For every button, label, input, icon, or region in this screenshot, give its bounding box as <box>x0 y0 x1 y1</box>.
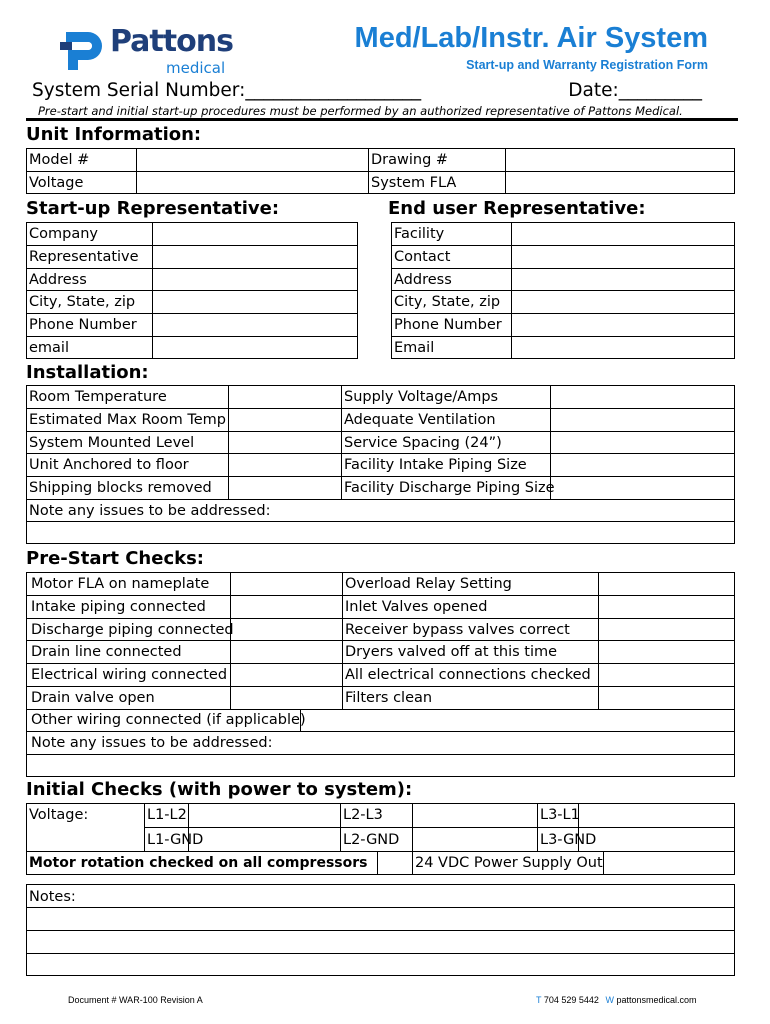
divider <box>144 803 145 851</box>
voltage-label: Voltage <box>29 175 84 191</box>
prestart-item-checkbox[interactable] <box>231 619 341 639</box>
phone-number: 704 529 5442 <box>543 995 599 1005</box>
installation-item-field[interactable] <box>229 432 340 452</box>
page-subtitle: Start-up and Warranty Registration Form <box>466 58 708 72</box>
enduser-rep-field[interactable] <box>512 291 734 311</box>
unit-info-heading: Unit Information: <box>26 124 202 145</box>
drawing-label: Drawing # <box>371 152 449 168</box>
prestart-item-checkbox[interactable] <box>599 687 734 707</box>
enduser-rep-label: Address <box>394 271 452 288</box>
prestart-item-checkbox[interactable] <box>231 596 341 616</box>
installation-note-label: Note any issues to be addressed: <box>29 503 271 519</box>
installation-item-label: Estimated Max Room Temp <box>29 411 226 428</box>
startup-rep-label: Representative <box>29 248 139 265</box>
pattons-logo-icon <box>58 26 108 76</box>
enduser-rep-label: City, State, zip <box>394 294 501 311</box>
prestart-note-field[interactable] <box>27 755 734 776</box>
vdc-label: 24 VDC Power Supply Out <box>415 855 603 871</box>
installation-item-field[interactable] <box>229 454 340 474</box>
model-label: Model # <box>29 152 90 168</box>
startup-rep-label: City, State, zip <box>29 294 136 311</box>
installation-item-label: Facility Discharge Piping Size <box>344 480 555 497</box>
startup-rep-label: Phone Number <box>29 317 137 334</box>
footer-contact <box>536 995 697 1005</box>
voltage-check-label: Voltage: <box>29 807 89 823</box>
prestart-item-checkbox[interactable] <box>231 664 341 684</box>
prestart-item-label: Electrical wiring connected <box>31 667 228 684</box>
page-title: Med/Lab/Instr. Air System <box>354 22 708 54</box>
l3-l1-label: L3-L1 <box>540 807 580 823</box>
prestart-item-label: Receiver bypass valves correct <box>345 621 570 638</box>
enduser-rep-field[interactable] <box>512 314 734 334</box>
installation-item-label: Room Temperature <box>29 389 167 405</box>
installation-item-label: Supply Voltage/Amps <box>344 389 499 405</box>
motor-rotation-label: Motor rotation checked on all compressors <box>29 855 368 871</box>
installation-item-label: Facility Intake Piping Size <box>344 457 527 474</box>
installation-item-label: Unit Anchored to floor <box>29 457 189 474</box>
brand-sub: medical <box>166 59 226 77</box>
web-prefix: W <box>605 995 614 1005</box>
installation-item-field[interactable] <box>551 432 734 452</box>
drawing-field[interactable] <box>506 149 734 170</box>
divider <box>537 803 538 851</box>
l1-gnd-field[interactable] <box>189 828 339 850</box>
l2-gnd-field[interactable] <box>413 828 536 850</box>
installation-item-field[interactable] <box>229 409 340 429</box>
l2-gnd-label: L2-GND <box>343 832 400 848</box>
date-label: Date:_________ <box>568 80 702 101</box>
notes-field[interactable] <box>27 908 734 975</box>
prestart-item-checkbox[interactable] <box>231 573 341 593</box>
prestart-item-checkbox[interactable] <box>599 619 734 639</box>
system-fla-label: System FLA <box>371 175 457 191</box>
prestart-item-checkbox[interactable] <box>599 641 734 661</box>
serial-number-label: System Serial Number:___________________ <box>32 80 422 101</box>
enduser-rep-field[interactable] <box>512 223 734 243</box>
prestart-item-label: Drain valve open <box>31 690 155 706</box>
prestart-item-checkbox[interactable] <box>599 596 734 616</box>
installation-item-field[interactable] <box>551 386 734 406</box>
startup-rep-field[interactable] <box>153 291 357 311</box>
installation-item-field[interactable] <box>551 409 734 429</box>
prestart-item-label: Dryers valved off at this time <box>345 644 558 661</box>
notes-label: Notes: <box>29 889 76 905</box>
l3-gnd-label: L3-GND <box>540 832 597 848</box>
enduser-rep-field[interactable] <box>512 269 734 289</box>
installation-note-field[interactable] <box>27 522 734 543</box>
installation-item-label: System Mounted Level <box>29 434 195 451</box>
enduser-rep-heading: End user Representative: <box>388 198 646 219</box>
startup-rep-label: email <box>29 340 69 356</box>
phone-prefix: T <box>536 995 542 1005</box>
l3-l1-field[interactable] <box>579 804 734 826</box>
website-link[interactable]: pattonsmedical.com <box>616 995 697 1005</box>
l3-gnd-field[interactable] <box>579 828 734 850</box>
startup-rep-field[interactable] <box>153 314 357 334</box>
motor-rotation-checkbox[interactable] <box>378 852 411 874</box>
pattons-logo <box>58 24 238 80</box>
model-field[interactable] <box>137 149 367 170</box>
system-fla-field[interactable] <box>506 172 734 193</box>
startup-rep-field[interactable] <box>153 223 357 243</box>
prestart-note-label: Note any issues to be addressed: <box>31 735 273 751</box>
brand-name: Pattons <box>110 24 233 59</box>
prestart-item-checkbox[interactable] <box>599 664 734 684</box>
header-rule <box>26 118 738 121</box>
document-number: Document # WAR-100 Revision A <box>68 995 203 1005</box>
installation-item-field[interactable] <box>551 477 734 497</box>
startup-rep-heading: Start-up Representative: <box>26 198 280 219</box>
divider <box>341 385 342 499</box>
startup-rep-field[interactable] <box>153 246 357 266</box>
installation-item-label: Adequate Ventilation <box>344 411 496 428</box>
l2-l3-label: L2-L3 <box>343 807 383 823</box>
prestart-item-checkbox[interactable] <box>599 573 734 593</box>
l1-l2-label: L1-L2 <box>147 807 187 823</box>
installation-heading: Installation: <box>26 362 149 383</box>
enduser-rep-label: Phone Number <box>394 317 502 334</box>
prestart-item-label: Motor FLA on nameplate <box>31 576 210 592</box>
initial-checks-heading: Initial Checks (with power to system): <box>26 779 413 800</box>
startup-rep-label: Company <box>29 226 98 242</box>
installation-item-label: Service Spacing (24”) <box>344 434 502 451</box>
prestart-item-label: Drain line connected <box>31 644 182 661</box>
prestart-item-label: Inlet Valves opened <box>345 598 488 615</box>
startup-rep-field[interactable] <box>153 337 357 357</box>
l2-l3-field[interactable] <box>413 804 536 826</box>
enduser-rep-label: Email <box>394 340 435 356</box>
prestart-item-label: Intake piping connected <box>31 598 206 615</box>
other-wiring-label: Other wiring connected (if applicable) <box>31 712 306 728</box>
vdc-field[interactable] <box>604 852 734 874</box>
installation-item-field[interactable] <box>229 477 340 497</box>
divider <box>26 731 735 732</box>
installation-item-label: Shipping blocks removed <box>29 480 212 497</box>
installation-item-field[interactable] <box>229 386 340 406</box>
prestart-heading: Pre-Start Checks: <box>26 548 204 569</box>
divider <box>368 148 369 194</box>
l1-l2-field[interactable] <box>189 804 339 826</box>
enduser-rep-field[interactable] <box>512 246 734 266</box>
divider <box>340 803 341 851</box>
prestart-item-checkbox[interactable] <box>231 687 341 707</box>
prestart-item-label: All electrical connections checked <box>345 667 591 684</box>
enduser-rep-label: Contact <box>394 248 451 265</box>
prestart-item-label: Overload Relay Setting <box>345 576 512 592</box>
startup-rep-field[interactable] <box>153 269 357 289</box>
prestart-item-label: Filters clean <box>345 690 433 706</box>
prestart-note: Pre-start and initial start-up procedures must be performed by an authorized representative of Pattons Medical. <box>38 104 683 118</box>
divider <box>26 499 735 500</box>
startup-rep-label: Address <box>29 271 87 288</box>
prestart-item-label: Discharge piping connected <box>31 621 234 638</box>
enduser-rep-label: Facility <box>394 226 445 242</box>
prestart-item-checkbox[interactable] <box>231 641 341 661</box>
enduser-rep-field[interactable] <box>512 337 734 357</box>
l1-gnd-label: L1-GND <box>147 832 204 848</box>
other-wiring-checkbox[interactable] <box>301 710 734 730</box>
installation-item-field[interactable] <box>551 454 734 474</box>
voltage-field[interactable] <box>137 172 367 193</box>
